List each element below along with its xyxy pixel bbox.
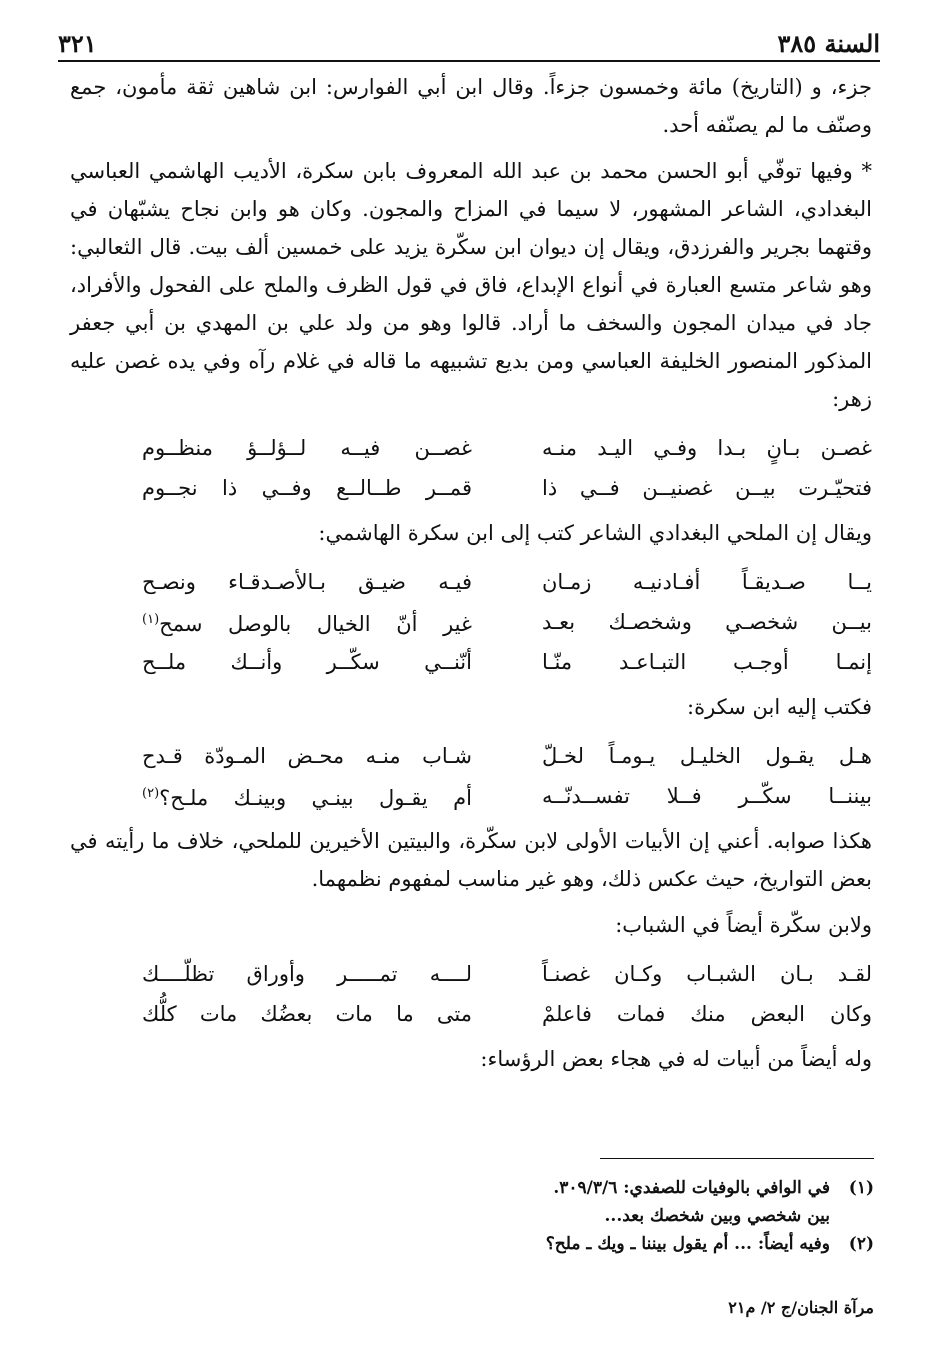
verse — [70, 642, 872, 682]
footnote-number: (٢) — [848, 1234, 874, 1254]
signature-mark: مرآة الجنان/ج ٢/ م٢١ — [728, 1298, 874, 1317]
footnote-line: بين شخصي وبين شخصك بعد... — [604, 1206, 830, 1226]
poem-1 — [70, 428, 872, 508]
footnote-ref-1: (١) — [142, 612, 160, 627]
hemistich-right: بيــن شخصـي وشخصـك بعـد — [542, 610, 872, 634]
hemistich-right: إنمـا أوجـب التبـاعـد منّـا — [542, 650, 872, 674]
footnote — [300, 1230, 874, 1258]
header-year: السنة ٣٨٥ — [777, 29, 880, 58]
paragraph-1: جزء، و (التاريخ) مائة وخمسون جزءاً. وقال ابن أبي الفوارس: ابن شاهين ثقة مأمون، جمع وصنّف ما لم يصنّفه أحد. — [70, 75, 872, 137]
hemistich-left — [142, 601, 472, 643]
paragraph-7: وله أيضاً من أبيات له في هجاء بعض الرؤساء: — [480, 1047, 872, 1071]
running-header — [58, 14, 880, 58]
verse — [70, 954, 872, 994]
header-rule — [58, 60, 880, 62]
hemistich-left: أنّنــي سكّــر وأنــك ملــح — [142, 650, 472, 674]
poem-4 — [70, 954, 872, 1034]
hemistich-right: لقـد بـان الشبـاب وكـان غصنـاً — [542, 962, 872, 986]
page-number: ٣٢١ — [58, 29, 97, 58]
footnote-line: وفيه أيضاً: ... أم يقول بيننا ـ ويك ـ ملح؟ — [545, 1234, 830, 1254]
paragraph-6: ولابن سكّرة أيضاً في الشباب: — [615, 913, 872, 937]
hemistich-left: فيـه ضيـق بـالأصـدقـاء ونصـح — [142, 570, 472, 594]
footnote-line: في الوافي بالوفيات للصفدي: ٣٠٩/٣/٦. — [553, 1178, 830, 1198]
footnote-ref-2: (٢) — [142, 786, 160, 801]
poem-3 — [70, 736, 872, 816]
hemistich-right: وكان البعض منك فمات فاعلمْ — [542, 1002, 872, 1026]
hemistich-left: لــــه تمـــــر وأوراق تظلّــــك — [142, 962, 472, 986]
paragraph-5: هكذا صوابه. أعني إن الأبيات الأولى لابن سكّرة، والبيتين الأخيرين للملحي، خلاف ما رأيته في بعض التواريخ، حيث عكس ذلك، وهو غير مناسب لمفهوم نظمهما. — [70, 829, 872, 891]
hemistich-right: يــا صـديقـاً أفـادنيـه زمـان — [542, 570, 872, 594]
verse — [70, 994, 872, 1034]
verse — [70, 562, 872, 602]
hemistich-left: متى ما مات بعضُك مات كلُّك — [142, 1002, 472, 1026]
hemistich-right: بيننــا سكّــر فــلا تفســدنّــه — [542, 784, 872, 808]
hemistich-right: هـل يقـول الخليـل يـومـاً لخـلّ — [542, 744, 872, 768]
main-text — [70, 68, 872, 1078]
verse — [70, 428, 872, 468]
footnotes — [300, 1174, 874, 1258]
verse — [70, 776, 872, 816]
hemistich-left: شـاب منـه محـض المـودّة قـدح — [142, 744, 472, 768]
footnote-rule — [600, 1158, 874, 1159]
hemistich-right: فتحيّـرت بيــن غصنيــن فــي ذا — [542, 476, 872, 500]
paragraph-2: * وفيها توفّي أبو الحسن محمد بن عبد الله المعروف بابن سكرة، الأديب الهاشمي العباسي البغدادي، الشاعر المشهور، لا سيما في المزاح والمجون. وكان هو وابن نجاح يشبّهان في وقتهما بجرير والفرزدق، ويقال إن ديوان ابن سكّرة يزيد على خمسين ألف بيت. قال الثعالبي: وهو شاعر متسع العبارة في أنواع الإبداع، فاق في قول الظرف والملح على الفحول والأفراد، جاد في ميدان المجون والسخف ما أراد. قالوا وهو من ولد علي بن المهدي بن أبي جعفر المذكور المنصور الخليفة العباسي ومن بديع تشبيهه ما قاله في غلام رآه وفي يده غصن عليه زهر: — [70, 159, 872, 411]
verse — [70, 468, 872, 508]
hemistich-left: قمــر طــالــع وفــي ذا نجــوم — [142, 476, 472, 500]
paragraph-3: ويقال إن الملحي البغدادي الشاعر كتب إلى ابن سكرة الهاشمي: — [318, 521, 872, 545]
paragraph-4: فكتب إليه ابن سكرة: — [687, 695, 872, 719]
hemistich-text: أم يقـول بينـي وبينـك ملـح؟ — [159, 786, 472, 810]
verse — [70, 602, 872, 642]
hemistich-left — [142, 775, 472, 817]
verse — [70, 736, 872, 776]
hemistich-text: غير أنّ الخيال بالوصل سمح — [159, 612, 472, 636]
poem-2 — [70, 562, 872, 682]
footnote — [300, 1174, 874, 1230]
hemistich-left: غصــن فيــه لــؤلــؤ منظــوم — [142, 436, 472, 460]
footnote-number: (١) — [848, 1178, 874, 1198]
hemistich-right: غصـن بـانٍ بـدا وفـي اليـد منـه — [542, 436, 872, 460]
